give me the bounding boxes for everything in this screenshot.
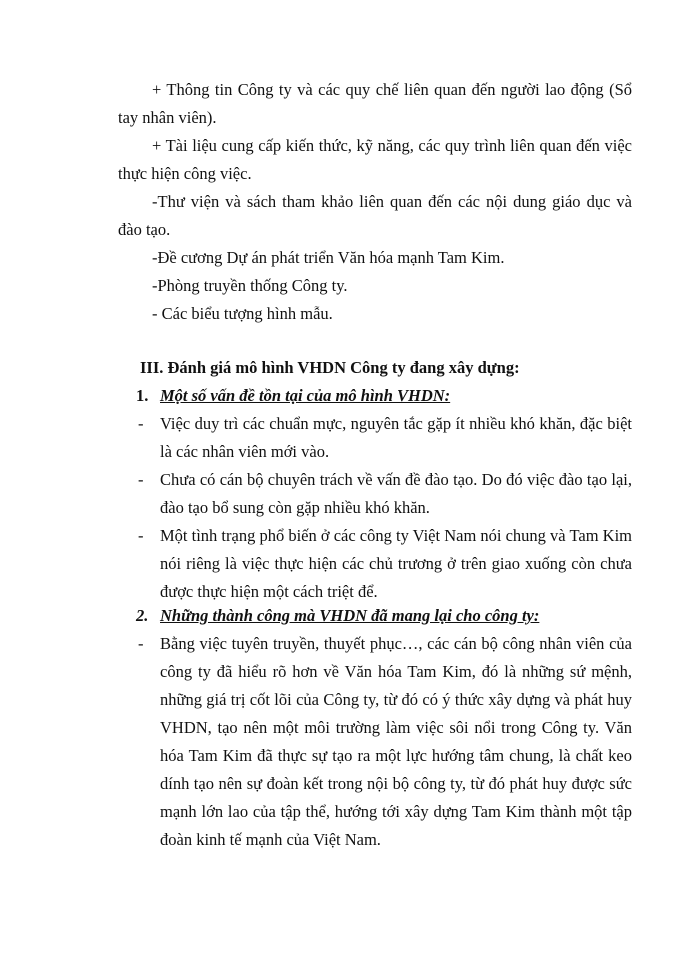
list-item-text: Việc duy trì các chuẩn mực, nguyên tắc gặp ít nhiều khó khăn, đặc biệt là các nhân viên mới vào. (160, 414, 632, 461)
intro-item-company-info: + Thông tin Công ty và các quy chế liên quan đến người lao động (Sổ tay nhân viên). (118, 80, 632, 127)
bullet-dash: - (138, 634, 144, 653)
list-item (118, 466, 632, 522)
bullet-dash: - (138, 470, 144, 489)
intro-item-tradition-room: -Phòng truyền thống Công ty. (152, 276, 348, 295)
section-heading: III. Đánh giá mô hình VHDN Công ty đang xây dựng: (140, 358, 520, 377)
subsection-1-number: 1. (136, 386, 149, 405)
subsection-2-number: 2. (136, 606, 149, 625)
subsection-1-heading (136, 382, 450, 410)
list-item-text: Chưa có cán bộ chuyên trách về vấn đề đào tạo. Do đó việc đào tạo lại, đào tạo bổ sung còn gặp nhiều khó khăn. (160, 470, 632, 517)
list-item (118, 630, 632, 854)
list-item-text: Bằng việc tuyên truyền, thuyết phục…, các cán bộ công nhân viên của công ty đã hiểu rõ hơn về Văn hóa Tam Kim, đó là những sứ mệnh, những giá trị cốt lõi của Công ty, từ đó có ý thức xây dựng và phát huy VHDN, tạo nên một môi trường làm việc sôi nổi trong Công ty. Văn hóa Tam Kim đã thực sự tạo ra một lực hướng tâm chung, là chất keo dính tạo nên sự đoàn kết trong nội bộ công ty, từ đó phát huy được sức mạnh lớn lao của tập thể, hướng tới xây dựng Tam Kim thành một tập đoàn kinh tế mạnh của Việt Nam. (160, 634, 632, 849)
list-item-text: Một tình trạng phổ biến ở các công ty Việt Nam nói chung và Tam Kim nói riêng là việc thực hiện các chủ trương ở trên giao xuống còn chưa được thực hiện một cách triệt để. (160, 526, 633, 601)
list-item (118, 522, 632, 606)
bullet-dash: - (138, 526, 144, 545)
subsection-1-title: Một số vấn đề tồn tại của mô hình VHDN: (160, 386, 451, 405)
list-item (118, 410, 632, 466)
bullet-dash: - (138, 414, 144, 433)
intro-item-culture-project: -Đề cương Dự án phát triển Văn hóa mạnh Tam Kim. (152, 248, 505, 267)
subsection-2-title: Những thành công mà VHDN đã mang lại cho công ty: (160, 606, 540, 625)
subsection-2-heading (136, 602, 539, 630)
intro-item-symbols: - Các biểu tượng hình mẫu. (152, 304, 333, 323)
intro-item-library: -Thư viện và sách tham khảo liên quan đến các nội dung giáo dục và đào tạo. (118, 192, 632, 239)
intro-item-training-materials: + Tài liệu cung cấp kiến thức, kỹ năng, các quy trình liên quan đến việc thực hiện công việc. (118, 136, 632, 183)
